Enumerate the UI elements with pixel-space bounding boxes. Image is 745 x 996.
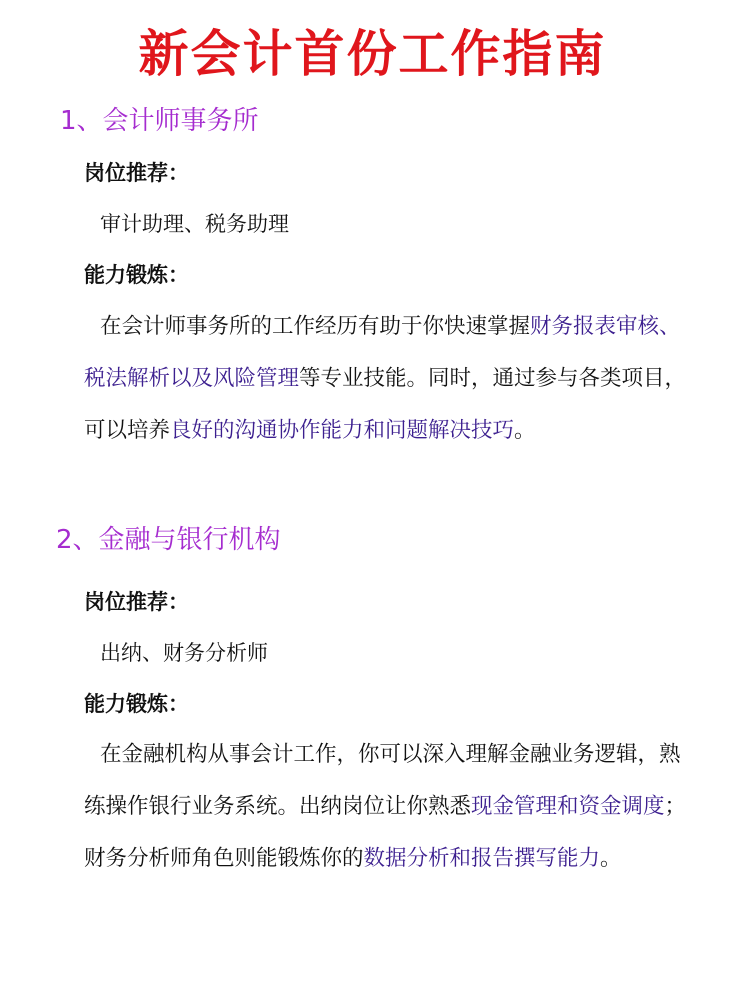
skills-description <box>84 729 696 885</box>
section-heading: 1、会计师事务所 <box>60 106 259 136</box>
description-highlight: 财务报表审核、税法解析以及风险管理 <box>84 314 681 391</box>
page-title: 新会计首份工作指南 <box>138 25 607 83</box>
skills-description <box>84 301 696 457</box>
description-segment: 。 <box>514 418 536 443</box>
description-segment: ；财务分析师角色则能锻炼你的 <box>84 794 687 871</box>
description-segment: 在会计师事务所的工作经历有助于你快速掌握 <box>100 314 531 339</box>
description-segment: 。 <box>600 846 622 871</box>
description-segment: 在金融机构从事会计工作，你可以深入理解金融业务逻辑，熟练操作银行业务系统。出纳岗位让你熟悉 <box>84 742 681 819</box>
description-highlight: 良好的沟通协作能力和问题解决技巧 <box>170 418 515 443</box>
positions-label: 岗位推荐： <box>84 590 189 614</box>
positions-text: 审计助理、税务助理 <box>100 212 289 236</box>
positions-label: 岗位推荐： <box>84 161 189 185</box>
description-highlight: 现金管理和资金调度 <box>471 794 665 819</box>
positions-text: 出纳、财务分析师 <box>100 641 268 665</box>
skills-label: 能力锻炼： <box>84 263 189 287</box>
section-heading: 2、金融与银行机构 <box>56 525 281 555</box>
description-segment: 等专业技能。同时，通过参与各类项目，可以培养 <box>84 366 687 443</box>
description-highlight: 数据分析和报告撰写能力 <box>363 846 601 871</box>
skills-label: 能力锻炼： <box>84 692 189 716</box>
